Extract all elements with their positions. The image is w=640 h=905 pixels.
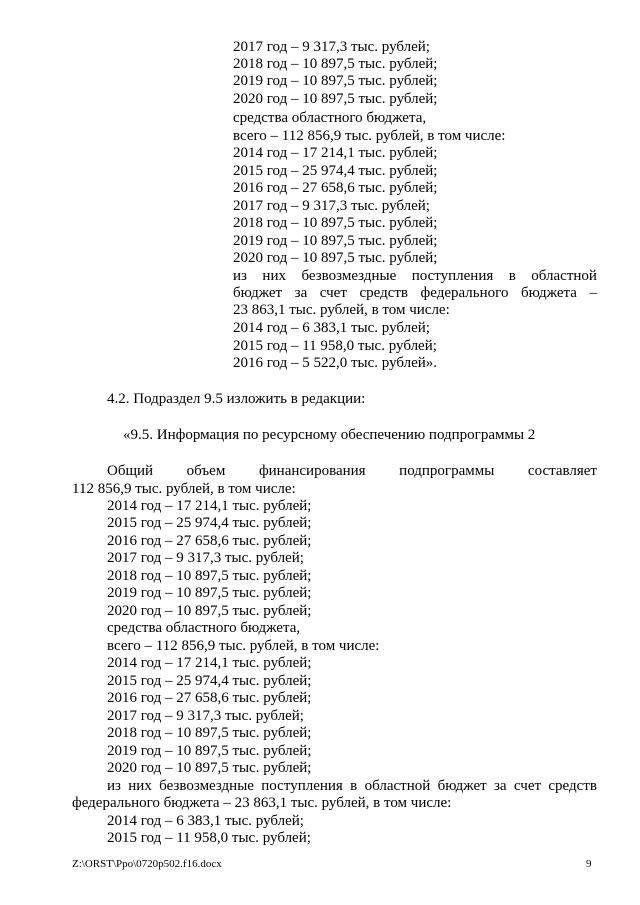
body-list-line: 2019 год – 10 897,5 тыс. рублей; xyxy=(107,743,312,759)
top-tail-line: 2016 год – 5 522,0 тыс. рублей». xyxy=(233,355,438,371)
total-financing-line-2: 112 856,9 тыс. рублей, в том числе: xyxy=(72,481,296,497)
top-list-line: всего – 112 856,9 тыс. рублей, в том числе: xyxy=(233,128,506,144)
total-financing-line-1 xyxy=(107,463,597,480)
body-tail-line: 2015 год – 11 958,0 тыс. рублей; xyxy=(107,830,311,846)
body-list-line: 2017 год – 9 317,3 тыс. рублей; xyxy=(107,550,304,566)
top-tail-line: 2014 год – 6 383,1 тыс. рублей; xyxy=(233,320,430,336)
word: – xyxy=(589,285,597,301)
word: поступления xyxy=(261,778,343,794)
top-list-line: 2015 год – 25 974,4 тыс. рублей; xyxy=(233,163,438,179)
top-gratuitous-line-1 xyxy=(233,268,597,285)
body-list-line: 2016 год – 27 658,6 тыс. рублей; xyxy=(107,533,312,549)
top-list-line: 2020 год – 10 897,5 тыс. рублей; xyxy=(233,91,438,107)
word: безвозмездные xyxy=(159,778,254,794)
word: подпрограммы xyxy=(399,463,495,479)
body-list-line: 2020 год – 10 897,5 тыс. рублей; xyxy=(107,760,312,776)
word: счет xyxy=(513,778,542,794)
top-list-line: 2018 год – 10 897,5 тыс. рублей; xyxy=(233,215,438,231)
word: них xyxy=(128,778,152,794)
body-list-line: 2018 год – 10 897,5 тыс. рублей; xyxy=(107,725,312,741)
top-list-line: 2019 год – 10 897,5 тыс. рублей; xyxy=(233,73,438,89)
word: бюджет xyxy=(437,778,487,794)
word: в xyxy=(508,268,516,284)
word: в xyxy=(350,778,358,794)
top-list-line: средства областного бюджета, xyxy=(233,110,427,126)
word: за xyxy=(494,778,507,794)
body-list-line: всего – 112 856,9 тыс. рублей, в том числе: xyxy=(107,638,380,654)
body-gratuitous-line-2: федерального бюджета – 23 863,1 тыс. рублей, в том числе: xyxy=(72,795,452,811)
body-list-line: 2015 год – 25 974,4 тыс. рублей; xyxy=(107,515,312,531)
word: Общий xyxy=(107,463,154,479)
word: поступления xyxy=(411,268,494,284)
top-list-line: 2016 год – 27 658,6 тыс. рублей; xyxy=(233,180,438,196)
word: средств xyxy=(359,285,408,301)
body-list-line: 2019 год – 10 897,5 тыс. рублей; xyxy=(107,585,312,601)
word: из xyxy=(107,778,121,794)
footer-page-number: 9 xyxy=(586,858,592,870)
body-list-line: 2020 год – 10 897,5 тыс. рублей; xyxy=(107,603,312,619)
body-list-line: 2017 год – 9 317,3 тыс. рублей; xyxy=(107,708,304,724)
body-gratuitous-line-1 xyxy=(107,778,597,795)
word: счет xyxy=(319,285,347,301)
subsection-instruction: 4.2. Подраздел 9.5 изложить в редакции: xyxy=(107,391,366,407)
word: федерального xyxy=(420,285,509,301)
word: объем xyxy=(186,463,226,479)
top-gratuitous-line-3: 23 863,1 тыс. рублей, в том числе: xyxy=(233,302,450,318)
word: них xyxy=(262,268,286,284)
top-list-line: 2018 год – 10 897,5 тыс. рублей; xyxy=(233,56,438,72)
top-gratuitous-line-2 xyxy=(233,285,597,302)
section-heading: «9.5. Информация по ресурсному обеспечению подпрограммы 2 xyxy=(123,427,536,443)
word: безвозмездные xyxy=(301,268,397,284)
body-list-line: 2014 год – 17 214,1 тыс. рублей; xyxy=(107,498,312,514)
top-list-line: 2014 год – 17 214,1 тыс. рублей; xyxy=(233,145,438,161)
word: бюджет xyxy=(233,285,283,301)
footer-file-path: Z:\ORST\Ppo\0720p502.f16.docx xyxy=(72,858,222,870)
top-list-line: 2017 год – 9 317,3 тыс. рублей; xyxy=(233,198,430,214)
body-list-line: 2014 год – 17 214,1 тыс. рублей; xyxy=(107,655,312,671)
body-list-line: 2016 год – 27 658,6 тыс. рублей; xyxy=(107,690,312,706)
word: бюджета xyxy=(520,285,577,301)
body-list-line: средства областного бюджета, xyxy=(107,620,301,636)
word: областной xyxy=(531,268,597,284)
word: средств xyxy=(548,778,597,794)
word: из xyxy=(233,268,247,284)
word: составляет xyxy=(527,463,597,479)
body-tail-line: 2014 год – 6 383,1 тыс. рублей; xyxy=(107,813,304,829)
top-list-line: 2020 год – 10 897,5 тыс. рублей; xyxy=(233,250,438,266)
top-list-line: 2019 год – 10 897,5 тыс. рублей; xyxy=(233,233,438,249)
top-list-line: 2017 год – 9 317,3 тыс. рублей; xyxy=(233,39,430,55)
top-tail-line: 2015 год – 11 958,0 тыс. рублей; xyxy=(233,338,437,354)
word: финансирования xyxy=(258,463,366,479)
word: областной xyxy=(364,778,431,794)
body-list-line: 2015 год – 25 974,4 тыс. рублей; xyxy=(107,673,312,689)
word: за xyxy=(294,285,308,301)
body-list-line: 2018 год – 10 897,5 тыс. рублей; xyxy=(107,568,312,584)
